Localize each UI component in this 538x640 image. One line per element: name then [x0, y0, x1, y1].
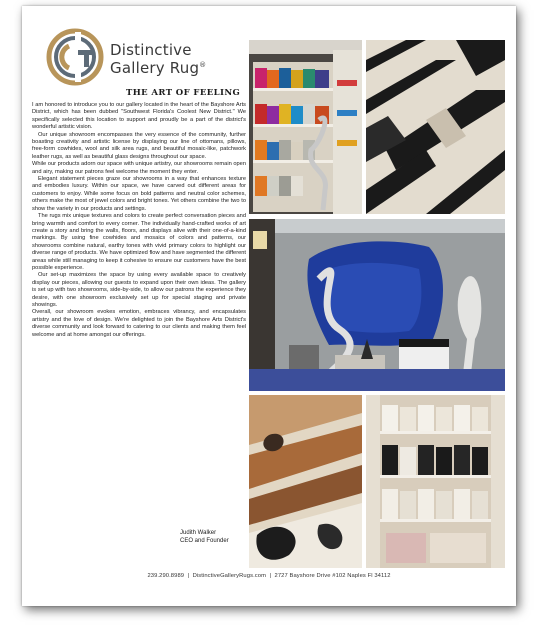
author-title: CEO and Founder: [180, 538, 229, 544]
author-name: Judith Walker: [180, 530, 217, 536]
article-paragraph: Elegant statement pieces graze our showrooms in a way that enhances texture and embodies luxury. Within our space, we have carved out different areas for customers to enjoy. While some focus on bold patterns and neutral color schemes, others make the most of jewel colors and bright tones. Yet others combine the two to show the variety in our products and settings.: [32, 176, 246, 212]
photo-geometric-rug: [366, 40, 505, 214]
article-body: [32, 102, 246, 339]
article-paragraph: While our products adorn our space with unique artistry, our showrooms remain open and airy, making our patrons feel welcome the moment they enter.: [32, 161, 246, 175]
article-paragraph: Our set-up maximizes the space by using every available space to creatively display our pieces, allowing our guests to expand upon their own ideas. The gallery is set up with two showrooms, side-by-side, to allow our patrons the experience they desire, with one showroom exclusively set up for special staging and private showings.: [32, 272, 246, 308]
article-paragraph: I am honored to introduce you to our gallery located in the heart of the Bayshore Arts District, which has been dubbed "Southwest Florida's Coolest New District." We specifically selected this location to support and proudly be a part of the district's wonderful artistic vision.: [32, 102, 246, 131]
signature-block: [180, 529, 229, 545]
magazine-page: [22, 6, 516, 606]
footer-separator: |: [187, 573, 190, 579]
photo-pillow-wall: [366, 395, 505, 568]
trademark-symbol: ®: [199, 61, 207, 69]
geometric-rug-image: [366, 40, 505, 214]
brand-logo: [46, 28, 246, 88]
article-paragraph: Our unique showroom encompasses the very essence of the community, further boasting creativity and artistic license by displaying our line of ottomans, pillows, free-form cowhides, wool and silk area rugs, and beautiful mosaic-like, patchwork leather rugs, as well as beautiful glass designs throughout our space.: [32, 131, 246, 160]
blue-cowhide-image: [249, 219, 505, 391]
footer-separator: |: [269, 573, 272, 579]
cowhide-closeup-image: [249, 395, 362, 568]
brand-name-line1: Distinctive: [110, 41, 192, 59]
pillow-shelves-image: [249, 40, 362, 214]
brand-name-text: Gallery Rug: [110, 59, 200, 77]
pillow-wall-image: [366, 395, 505, 568]
article-paragraph: Overall, our showroom evokes emotion, embraces vibrancy, and encapsulates artistry and the love of design. We're delighted to join the Bayshore Arts District's diverse community and look forward to catering to our clients and making them feel welcome and at home amongst our offerings.: [32, 309, 246, 338]
contact-footer: [22, 573, 516, 579]
phone-number: 239.290.8989: [147, 573, 185, 579]
photo-pillow-shelves: [249, 40, 362, 214]
brand-name-line2: [110, 59, 206, 77]
article-title: THE ART OF FEELING: [126, 88, 241, 98]
website-link[interactable]: DistinctiveGalleryRugs.com: [192, 573, 267, 579]
photo-cowhide-closeup: [249, 395, 362, 568]
article-paragraph: The rugs mix unique textures and colors to create perfect conversation pieces and bring warmth and comfort to every corner. The individually hand-crafted works of art create a story and bring the walls, floors, and displays alive with their one-of-a-kind markings. By using fine cowhides and mosaics of colors and patterns, our showrooms combine natural, earthy tones with vivid primary colors to highlight our diverse range of products. We have optimized flow and have segmented the different areas while still managing to keep it cohesive to ensure our customers have the best possible experience.: [32, 213, 246, 271]
photo-blue-cowhide-display: [249, 219, 505, 391]
gallery-logo-icon: [46, 28, 104, 86]
street-address: 2727 Bayshore Drive #102 Naples Fl 34112: [274, 573, 391, 579]
